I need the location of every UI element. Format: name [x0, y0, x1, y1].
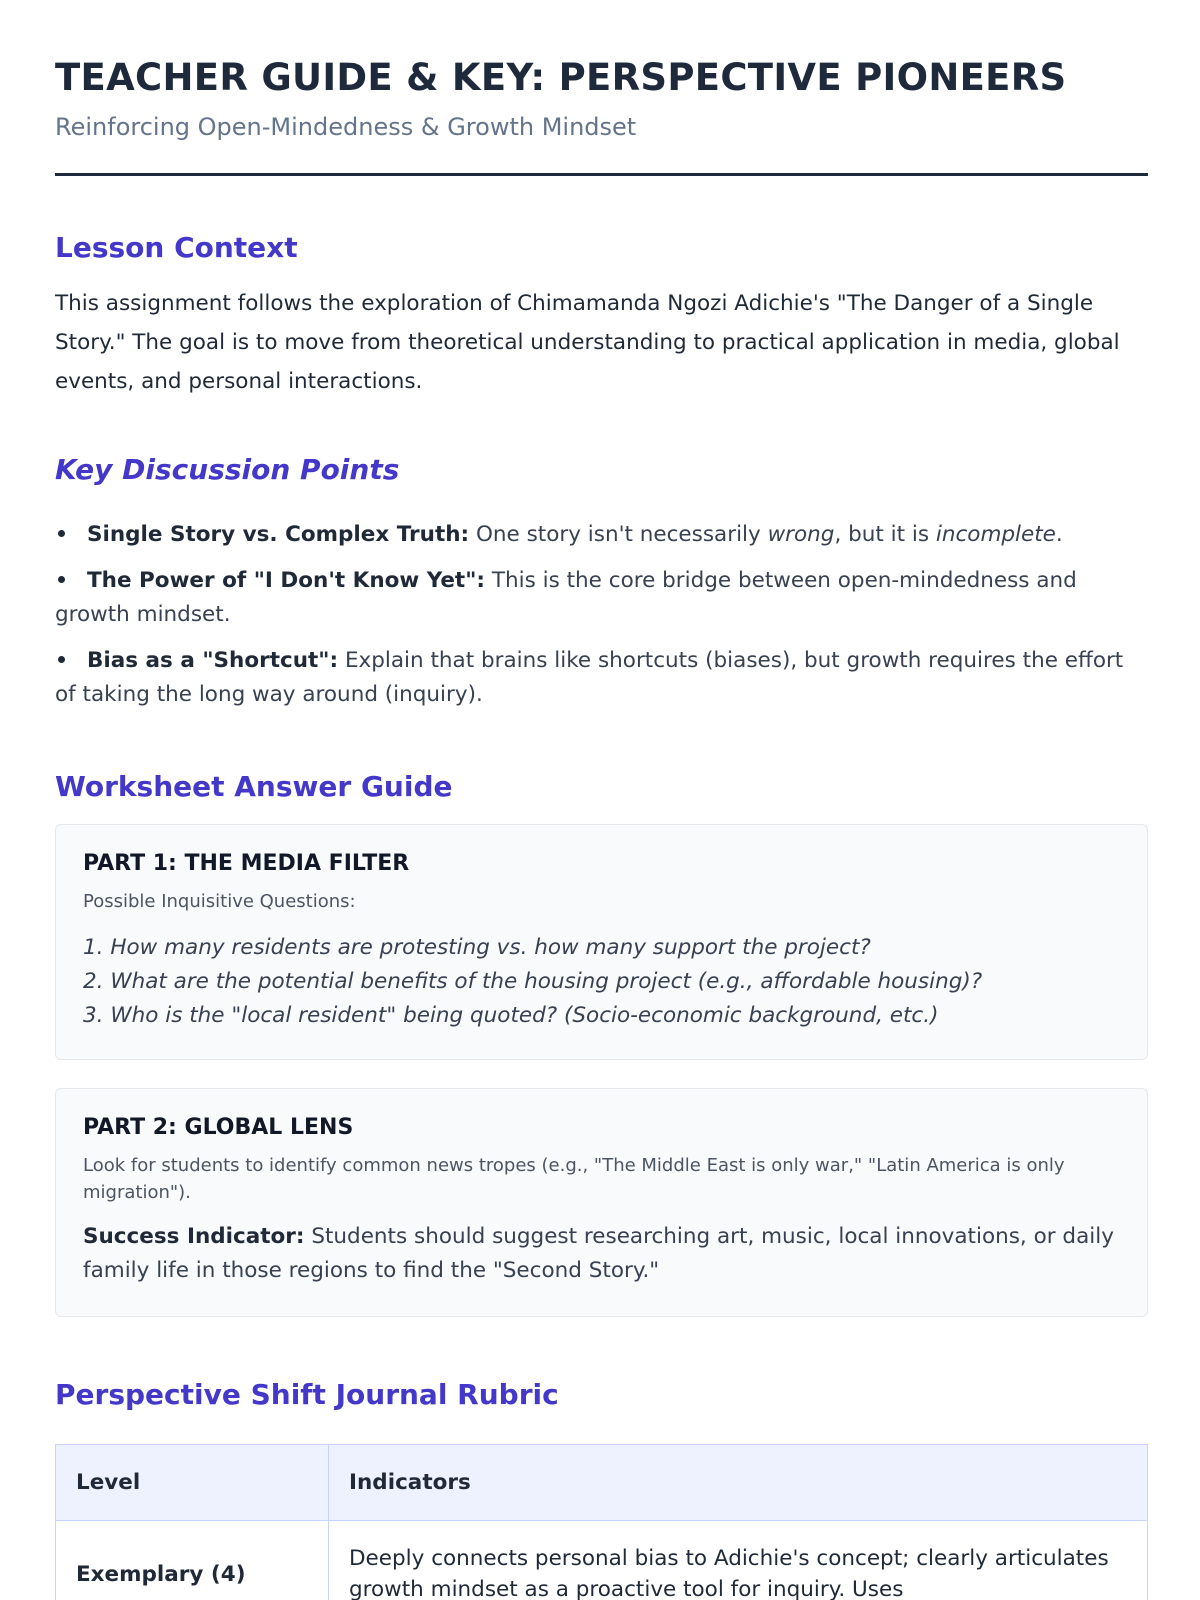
lesson-context-heading: Lesson Context [55, 231, 298, 264]
bullet-dot [58, 530, 65, 537]
discussion-term: The Power of "I Don't Know Yet": [87, 568, 486, 593]
success-indicator-label: Success Indicator: [83, 1224, 305, 1249]
rubric-table [55, 1444, 1148, 1600]
discussion-text: This is the core bridge between open-mindedness and growth mindset. [55, 568, 1077, 627]
bullet-dot [58, 576, 65, 583]
table-row [56, 1521, 1148, 1600]
header-divider [55, 173, 1148, 176]
discussion-item [55, 564, 1148, 632]
rubric-header-row [56, 1445, 1148, 1521]
lesson-context-text: This assignment follows the exploration of Chimamanda Ngozi Adichie's "The Danger of a Single Story." The goal is to move from theoretical understanding to practical application in media, global events, and personal interactions. [55, 291, 1120, 394]
discussion-item [55, 644, 1148, 712]
rubric-heading: Perspective Shift Journal Rubric [55, 1378, 559, 1411]
question-item: 2. What are the potential benefits of the housing project (e.g., affordable housing)? [83, 969, 983, 994]
emphasis-word: incomplete [935, 522, 1056, 547]
column-header-level: Level [56, 1445, 329, 1521]
question-item: 3. Who is the "local resident" being quoted? (Socio-economic background, etc.) [83, 1003, 939, 1028]
emphasis-word: wrong [767, 522, 835, 547]
part2-note: Look for students to identify common news tropes (e.g., "The Middle East is only war," "Latin America is only migration"). [83, 1155, 1065, 1203]
part1-title: PART 1: THE MEDIA FILTER [83, 851, 410, 876]
column-header-indicators: Indicators [329, 1445, 1148, 1521]
part1-card [55, 824, 1148, 1060]
question-list [83, 931, 1120, 1033]
rubric-indicators: Deeply connects personal bias to Adichie's concept; clearly articulates growth mindset as a proactive tool for inquiry. Uses [329, 1521, 1148, 1600]
discussion-heading: Key Discussion Points [55, 453, 400, 486]
discussion-item [55, 518, 1148, 552]
discussion-text: . [1055, 522, 1063, 547]
part2-card [55, 1088, 1148, 1317]
success-indicator-text: Students should suggest researching art, music, local innovations, or daily family life in those regions to find the "Second Story." [83, 1224, 1114, 1283]
discussion-term: Bias as a "Shortcut": [87, 648, 339, 673]
discussion-text: One story isn't necessarily [469, 522, 768, 547]
discussion-text: , but it is [834, 522, 936, 547]
success-indicator [83, 1220, 1120, 1288]
bullet-dot [58, 656, 65, 663]
question-item: 1. How many residents are protesting vs. how many support the project? [83, 935, 871, 960]
discussion-term: Single Story vs. Complex Truth: [87, 522, 470, 547]
discussion-text: Explain that brains like shortcuts (biases), but growth requires the effort of taking the long way around (inquiry). [55, 648, 1124, 707]
rubric-level: Exemplary (4) [56, 1521, 329, 1600]
part1-label: Possible Inquisitive Questions: [83, 891, 356, 912]
discussion-list [55, 518, 1148, 724]
page-title: TEACHER GUIDE & KEY: PERSPECTIVE PIONEERS [55, 56, 1067, 99]
part2-title: PART 2: GLOBAL LENS [83, 1115, 354, 1140]
page-subtitle: Reinforcing Open-Mindedness & Growth Mindset [55, 113, 637, 141]
answer-guide-heading: Worksheet Answer Guide [55, 770, 453, 803]
